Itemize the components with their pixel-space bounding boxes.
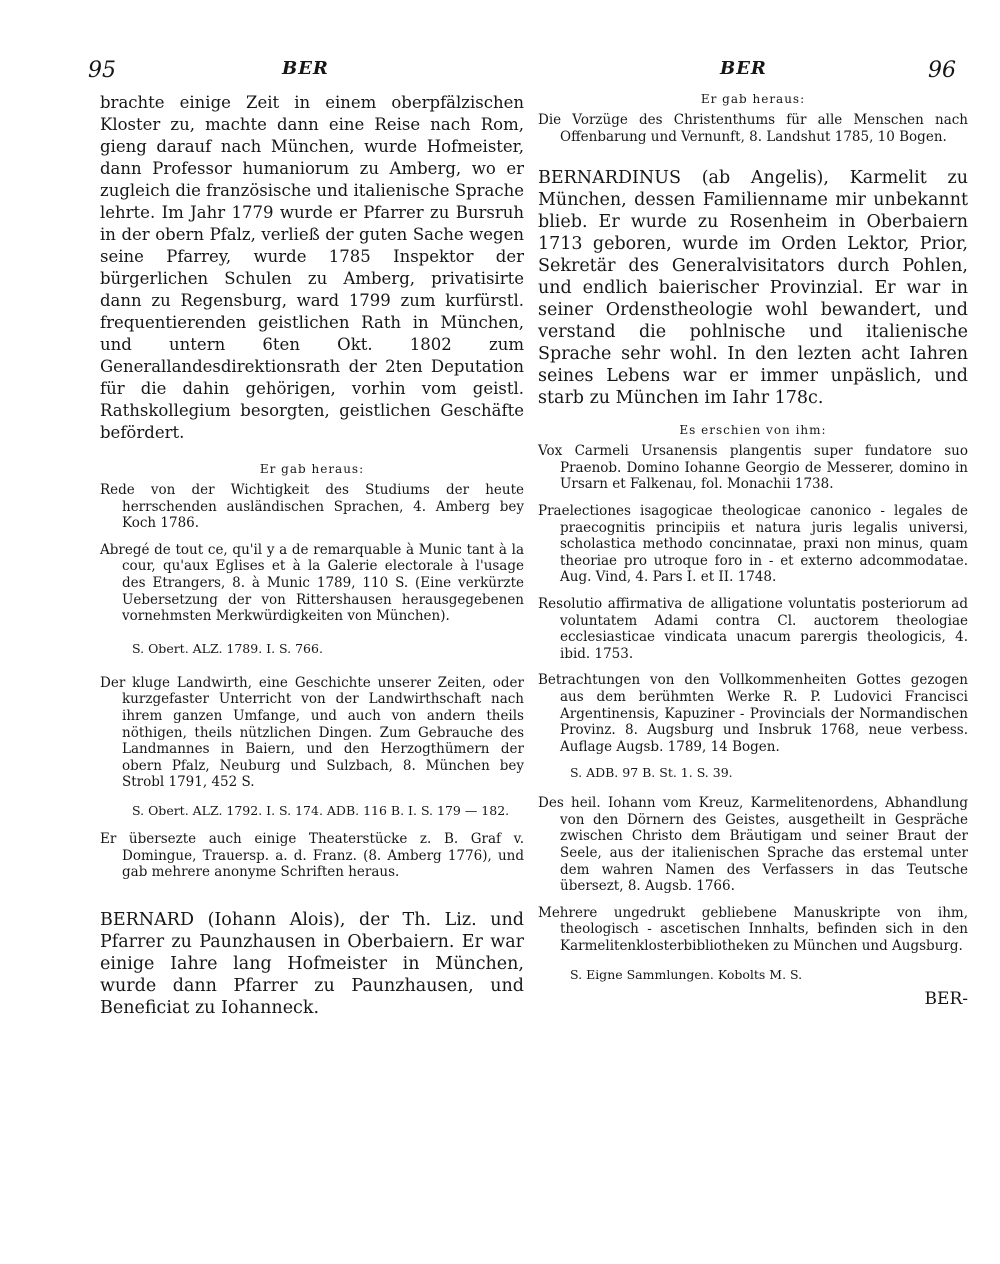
- bernard-entry: BERNARD (Iohann Alois), der Th. Liz. und Pfarrer zu Paunzhausen in Oberbaiern. Er war einige Iahre lang Hofmeister in München, wurde dann Pfarrer zu Paunzhausen, und Beneficiat zu Iohanneck.: [100, 909, 524, 1018]
- work-entry: Vox Carmeli Ursanensis plangentis super fundatore suo Praenob. Domino Iohanne Georgio de Messerer, domino in Ursarn et Falkenau, fol. Monachii 1738.: [538, 443, 968, 493]
- work-entry: Praelectiones isagogicae theologicae canonico - legales de praecognitis principiis et natura juris legalis universi, scholastica methodo concinnatae, praxi non minus, quam theoriae pro utroque foro in - et externo adcommodatae. Aug. Vind, 4. Pars I. et II. 1748.: [538, 502, 968, 586]
- work-entry: Resolutio affirmativa de alligatione voluntatis posteriorum ad voluntatem Adami contra Cl. auctorem theologiae ecclesiasticae vindicata unacum parergis theologicis, 4. ibid. 1753.: [538, 595, 968, 662]
- work-entry: Abregé de tout ce, qu'il y a de remarquable à Munic tant à la cour, qu'aux Eglises et à la Galerie electorale à l'usage des Etrangers, 8. à Munic 1789, 110 S. (Eine verkürzte Uebersetzung der von Rittershausen herausgegebenen vornehmsten Merkwürdigkeiten von München).: [100, 541, 524, 625]
- work-entry: Der kluge Landwirth, eine Geschichte unserer Zeiten, oder kurzgefaster Unterricht von der Landwirthschaft nach ihrem ganzen Umfange, und auch von andern theils nöthigen, theils nützlichen Dingen. Zum Gebrauche des Landmannes in Baiern, und den Herzogthümern der obern Pfalz, Neuburg und Sulzbach, 8. München bey Strobl 1791, 452 S.: [100, 674, 524, 791]
- es-erschien-label: Es erschien von ihm:: [679, 423, 827, 438]
- left-column: [100, 92, 524, 1019]
- work-entry: Die Vorzüge des Christenthums für alle Menschen nach Offenbarung und Vernunft, 8. Landshut 1785, 10 Bogen.: [538, 112, 968, 145]
- work-entry: Des heil. Iohann vom Kreuz, Karmelitenordens, Abhandlung von den Dörnern des Geistes, ausgetheilt in Gespräche zwischen Christo dem Bräutigam und seiner Braut der Seele, aus der italienischen Sprache das erstemal unter dem wahren Namen des Verfassers in das Teutsche übersezt, 8. Augsb. 1766.: [538, 795, 968, 895]
- work-entry: Betrachtungen von den Vollkommenheiten Gottes gezogen aus dem berühmten Werke R. P. Ludovici Francisci Argentinensis, Kapuziner - Provincials der Normandischen Provinz. 8. Augsburg und Insbruk 1768, neue verbess. Auflage Augsb. 1789, 14 Bogen.: [538, 672, 968, 755]
- reference-line: S. ADB. 97 B. St. 1. S. 39.: [570, 765, 733, 781]
- page-number-right: 96: [928, 58, 956, 83]
- right-column: [538, 92, 968, 1009]
- intro-paragraph: brachte einige Zeit in einem oberpfälzischen Kloster zu, machte dann eine Reise nach Rom, gieng darauf nach München, wurde Hofmeister, dann Professor humaniorum zu Amberg, wo er zugleich die französische und italienische Sprache lehrte. Im Jahr 1779 wurde er Pfarrer zu Bursruh in der obern Pfalz, verließ der guten Sache wegen seine Pfarrey, wurde 1785 Inspektor der bürgerlichen Schulen zu Amberg, privatisirte dann zu Regensburg, ward 1799 zum kurfürstl. frequentierenden geistlichen Rath in München, und untern 6ten Okt. 1802 zum Generallandesdirektionsrath der 2ten Deputation für die dahin gehörigen, vorhin vom geistl. Rathskollegium besorgten, geistlichen Geschäfte befördert.: [100, 93, 524, 442]
- page-number-left: 95: [88, 58, 116, 83]
- reference-line: S. Obert. ALZ. 1789. I. S. 766.: [132, 640, 323, 656]
- er-gab-heraus-label: Er gab heraus:: [259, 462, 365, 476]
- bernardinus-entry: BERNARDINUS (ab Angelis), Karmelit zu München, dessen Familienname mir unbekannt blieb. Er wurde zu Rosenheim in Oberbaiern 1713 geboren, wurde im Orden Lektor, Prior, Sekretär des Generalvisitators durch Pohlen, und endlich baierischer Provinzial. Er war in seiner Ordenstheologie wohl bewandert, und verstand die pohlnische und italienische Sprache sehr wohl. In den lezten acht Iahren seines Lebens war er immer unpäslich, und starb zu München im Iahr 178c.: [538, 168, 968, 409]
- running-head-right: BER: [720, 58, 767, 79]
- work-entry: Mehrere ungedrukt gebliebene Manuskripte von ihm, theologisch - ascetischen Innhalts, befinden sich in den Karmelitenklosterbibliotheken zu München und Augsburg.: [538, 904, 968, 955]
- reference-line: S. Obert. ALZ. 1792. I. S. 174. ADB. 116 B. I. S. 179 — 182.: [132, 802, 510, 818]
- running-head-left: BER: [282, 58, 329, 79]
- work-entry: Rede von der Wichtigkeit des Studiums der heute herrschenden ausländischen Sprachen, 4. Amberg bey Koch 1786.: [100, 482, 524, 532]
- er-gab-heraus-label: Er gab heraus:: [700, 92, 806, 106]
- work-entry: Er übersezte auch einige Theaterstücke z. B. Graf v. Domingue, Trauersp. a. d. Franz. (8. Amberg 1776), und gab mehrere anonyme Schriften heraus.: [100, 830, 524, 881]
- reference-line: S. Eigne Sammlungen. Kobolts M. S.: [570, 966, 803, 982]
- catchword: BER-: [924, 988, 968, 1009]
